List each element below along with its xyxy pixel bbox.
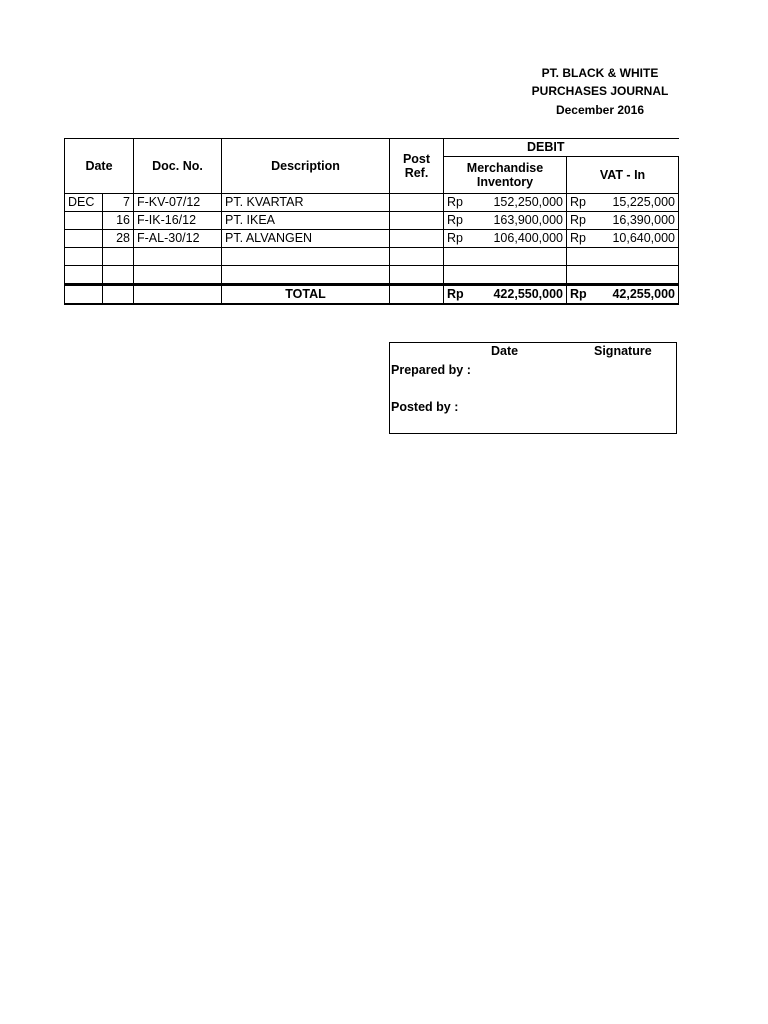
currency-label: Rp [447, 287, 464, 301]
header-description: Description [222, 139, 390, 194]
empty-row [65, 248, 679, 266]
signature-date-header: Date [491, 344, 519, 358]
row-description: PT. IKEA [222, 212, 390, 230]
signature-box [389, 342, 677, 434]
purchases-journal-table [64, 138, 679, 305]
row-description: PT. KVARTAR [222, 194, 390, 212]
row-merchandise-amount [444, 230, 567, 248]
header-debit: DEBIT [444, 139, 679, 157]
header-date: Date [65, 139, 134, 194]
row-merchandise-amount [444, 212, 567, 230]
currency-label: Rp [570, 231, 586, 245]
row-post-ref [390, 212, 444, 230]
amount-value: 152,250,000 [493, 195, 563, 209]
amount-value: 106,400,000 [493, 231, 563, 245]
total-label: TOTAL [222, 285, 390, 305]
company-name: PT. BLACK & WHITE [541, 66, 659, 80]
header-merchandise-inventory: Merchandise Inventory [444, 157, 567, 194]
currency-label: Rp [570, 195, 586, 209]
currency-label: Rp [447, 231, 463, 245]
row-day: 16 [103, 212, 134, 230]
header-row-1 [65, 139, 679, 157]
total-merchandise-value: 422,550,000 [493, 287, 563, 301]
row-day: 7 [103, 194, 134, 212]
header-vat-in: VAT - In [567, 157, 679, 194]
signature-header: Signature [594, 344, 652, 358]
table-row [65, 230, 679, 248]
row-doc-no: F-AL-30/12 [134, 230, 222, 248]
currency-label: Rp [447, 195, 463, 209]
amount-value: 10,640,000 [612, 231, 675, 245]
row-description: PT. ALVANGEN [222, 230, 390, 248]
posted-by-label: Posted by : [391, 400, 459, 414]
row-vat-amount [567, 194, 679, 212]
row-merchandise-amount [444, 194, 567, 212]
header-post-ref: Post Ref. [390, 139, 444, 194]
row-month [65, 212, 103, 230]
prepared-by-label: Prepared by : [391, 363, 471, 377]
row-month [65, 230, 103, 248]
table-row [65, 194, 679, 212]
amount-value: 15,225,000 [612, 195, 675, 209]
total-row [65, 285, 679, 305]
currency-label: Rp [570, 213, 586, 227]
row-vat-amount [567, 230, 679, 248]
empty-row [65, 266, 679, 285]
amount-value: 16,390,000 [612, 213, 675, 227]
header-doc-no: Doc. No. [134, 139, 222, 194]
journal-title: PURCHASES JOURNAL [531, 84, 669, 98]
row-vat-amount [567, 212, 679, 230]
amount-value: 163,900,000 [493, 213, 563, 227]
total-vat [567, 285, 679, 305]
row-day: 28 [103, 230, 134, 248]
row-doc-no: F-KV-07/12 [134, 194, 222, 212]
currency-label: Rp [570, 287, 587, 301]
total-vat-value: 42,255,000 [612, 287, 675, 301]
journal-period: December 2016 [555, 103, 645, 117]
total-merchandise [444, 285, 567, 305]
currency-label: Rp [447, 213, 463, 227]
row-post-ref [390, 230, 444, 248]
table-row [65, 212, 679, 230]
row-doc-no: F-IK-16/12 [134, 212, 222, 230]
row-month: DEC [65, 194, 103, 212]
row-post-ref [390, 194, 444, 212]
